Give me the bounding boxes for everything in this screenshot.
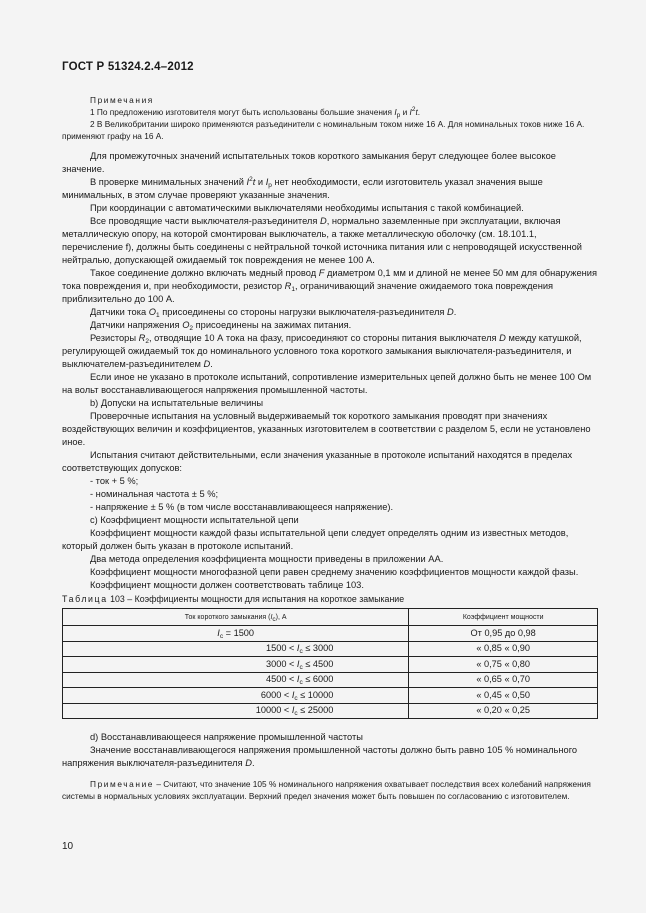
paragraph: В проверке минимальных значений $I^2t$ и $I_p$ нет необходимости, если изготовитель указал значения выше минимальных, в этом случае проверяют указанные значения. (62, 176, 543, 200)
subsection-heading: c) Коэффициент мощности испытательной цепи (90, 515, 299, 525)
note-item-1: 1 По предложению изготовителя могут быть использованы большие значения $I_p$ и $I^2t$. (90, 106, 421, 119)
table-row (63, 688, 598, 704)
list-item: - напряжение ± 5 % (в том числе восстанавливающееся напряжение). (90, 502, 394, 512)
note-block-1 (62, 94, 598, 142)
paragraph: Датчики напряжения $O_2$ присоединены на зажимах питания. (90, 320, 352, 332)
table-cell-power-factor: От 0,95 до 0,98 (409, 626, 598, 642)
table-row (63, 641, 598, 657)
table-row (63, 657, 598, 673)
note-title: Примечание (90, 779, 155, 789)
paragraph: Испытания считают действительными, если значения указанные в протоколе испытаний находятся в пределах соответствующих допусков: (62, 450, 573, 473)
subsection-heading: b) Допуски на испытательные величины (90, 398, 264, 408)
table-row (63, 672, 598, 688)
table-cell-power-factor: « 0,75 « 0,80 (409, 657, 598, 673)
column-header-current: Ток короткого замыкания $(I_c)$, А (63, 609, 409, 626)
column-header-power-factor: Коэффициент мощности (409, 609, 598, 626)
table-row (63, 703, 598, 719)
paragraph: Если иное не указано в протоколе испытаний, сопротивление измерительных цепей должно быть не менее 100 Ом на вольт восстанавливающегося напряжения промышленной частоты. (62, 372, 592, 395)
list-item: - ток + 5 %; (90, 476, 139, 486)
table-cell-power-factor: « 0,65 « 0,70 (409, 672, 598, 688)
table-cell-power-factor: « 0,85 « 0,90 (409, 641, 598, 657)
paragraph: Для промежуточных значений испытательных токов короткого замыкания берут следующее более высокое значение. (62, 151, 556, 174)
table-header-row (63, 609, 598, 626)
power-factor-table (62, 608, 598, 719)
page-number: 10 (62, 841, 74, 852)
paragraph: Все проводящие части выключателя-разъединителя D, нормально заземленные при эксплуатации, включая металлическую опору, на которой смонтирован выключатель, а также металлическую оболочку (см. 18.101.1, перечисление f), должны быть соединены с нейтральной точкой источника питания или с непроводящей искусственной нейтралью, допускающей ожидаемый ток повреждения не менее 100 А. (62, 216, 582, 265)
table-row (63, 626, 598, 642)
note-block-2 (62, 778, 598, 802)
table-caption: Таблица 103 – Коэффициенты мощности для испытания на короткое замыкание (62, 594, 405, 604)
paragraph: При координации с автоматическими выключателями необходимы испытания с такой комбинацией. (90, 203, 524, 213)
table-cell-current: $6000 < I_c \le 10000$ (63, 688, 409, 704)
paragraph: Такое соединение должно включать медный провод F диаметром 0,1 мм и длиной не менее 50 мм для обнаружения тока повреждения и, при необходимости, резистор $R_1$, ограничивающий значение ожидаемого тока повреждения приблизительно до 100 А. (62, 268, 597, 304)
table-cell-power-factor: « 0,20 « 0,25 (409, 703, 598, 719)
table-cell-current: $1500 < I_c \le 3000$ (63, 641, 409, 657)
table-cell-current: $4500 < I_c \le 6000$ (63, 672, 409, 688)
document-body (62, 94, 598, 802)
note-item-2: 2 В Великобритании широко применяются разъединители с номинальным током ниже 16 А. Для номинальных токов ниже 16 А. применяют графу на 16 А. (62, 119, 585, 141)
table-cell-current: $3000 < I_c \le 4500$ (63, 657, 409, 673)
table-cell-current: $I_c = 1500$ (63, 626, 409, 642)
list-item: - номинальная частота ± 5 %; (90, 489, 219, 499)
paragraph: Коэффициент мощности каждой фазы испытательной цепи следует определять одним из известных методов, который должен быть указан в протоколе испытаний. (62, 528, 569, 551)
subsection-heading: d) Восстанавливающееся напряжение промышленной частоты (90, 732, 363, 742)
document-header: ГОСТ Р 51324.2.4–2012 (62, 61, 194, 73)
paragraph: Датчики тока $O_1$ присоединены со стороны нагрузки выключателя-разъединителя D. (90, 307, 457, 319)
paragraph: Значение восстанавливающегося напряжения промышленной частоты должно быть равно 105 % номинального напряжения выключателя-разъединителя D. (62, 745, 578, 768)
paragraph: Коэффициент мощности многофазной цепи равен среднему значению коэффициентов мощности каждой фазы. (90, 567, 579, 577)
table-cell-power-factor: « 0,45 « 0,50 (409, 688, 598, 704)
paragraph: Резисторы $R_2$, отводящие 10 А тока на фазу, присоединяют со стороны питания выключателя D между катушкой, регулирующей ожидаемый ток до номинального условного тока короткого замыкания выключателя-разъединителя, и выключателем-разъединителем D. (62, 333, 582, 369)
note-title: Примечания (90, 95, 154, 105)
paragraph: Коэффициент мощности должен соответствовать таблице 103. (90, 580, 364, 590)
paragraph: Два метода определения коэффициента мощности приведены в приложении АА. (90, 554, 444, 564)
paragraph: Проверочные испытания на условный выдерживаемый ток короткого замыкания проводят при значениях воздействующих величин и коэффициентов, указанных изготовителем в соответствии с разделом 5, если не установлено иное. (62, 411, 591, 447)
table-cell-current: $10000 < I_c \le 25000$ (63, 703, 409, 719)
note-text: – Считают, что значение 105 % номинального напряжения охватывает последствия всех колебаний напряжения системы в нормальных условиях эксплуатации. Верхний предел значения может быть повышен по согласованию с изготовителем. (62, 779, 591, 801)
